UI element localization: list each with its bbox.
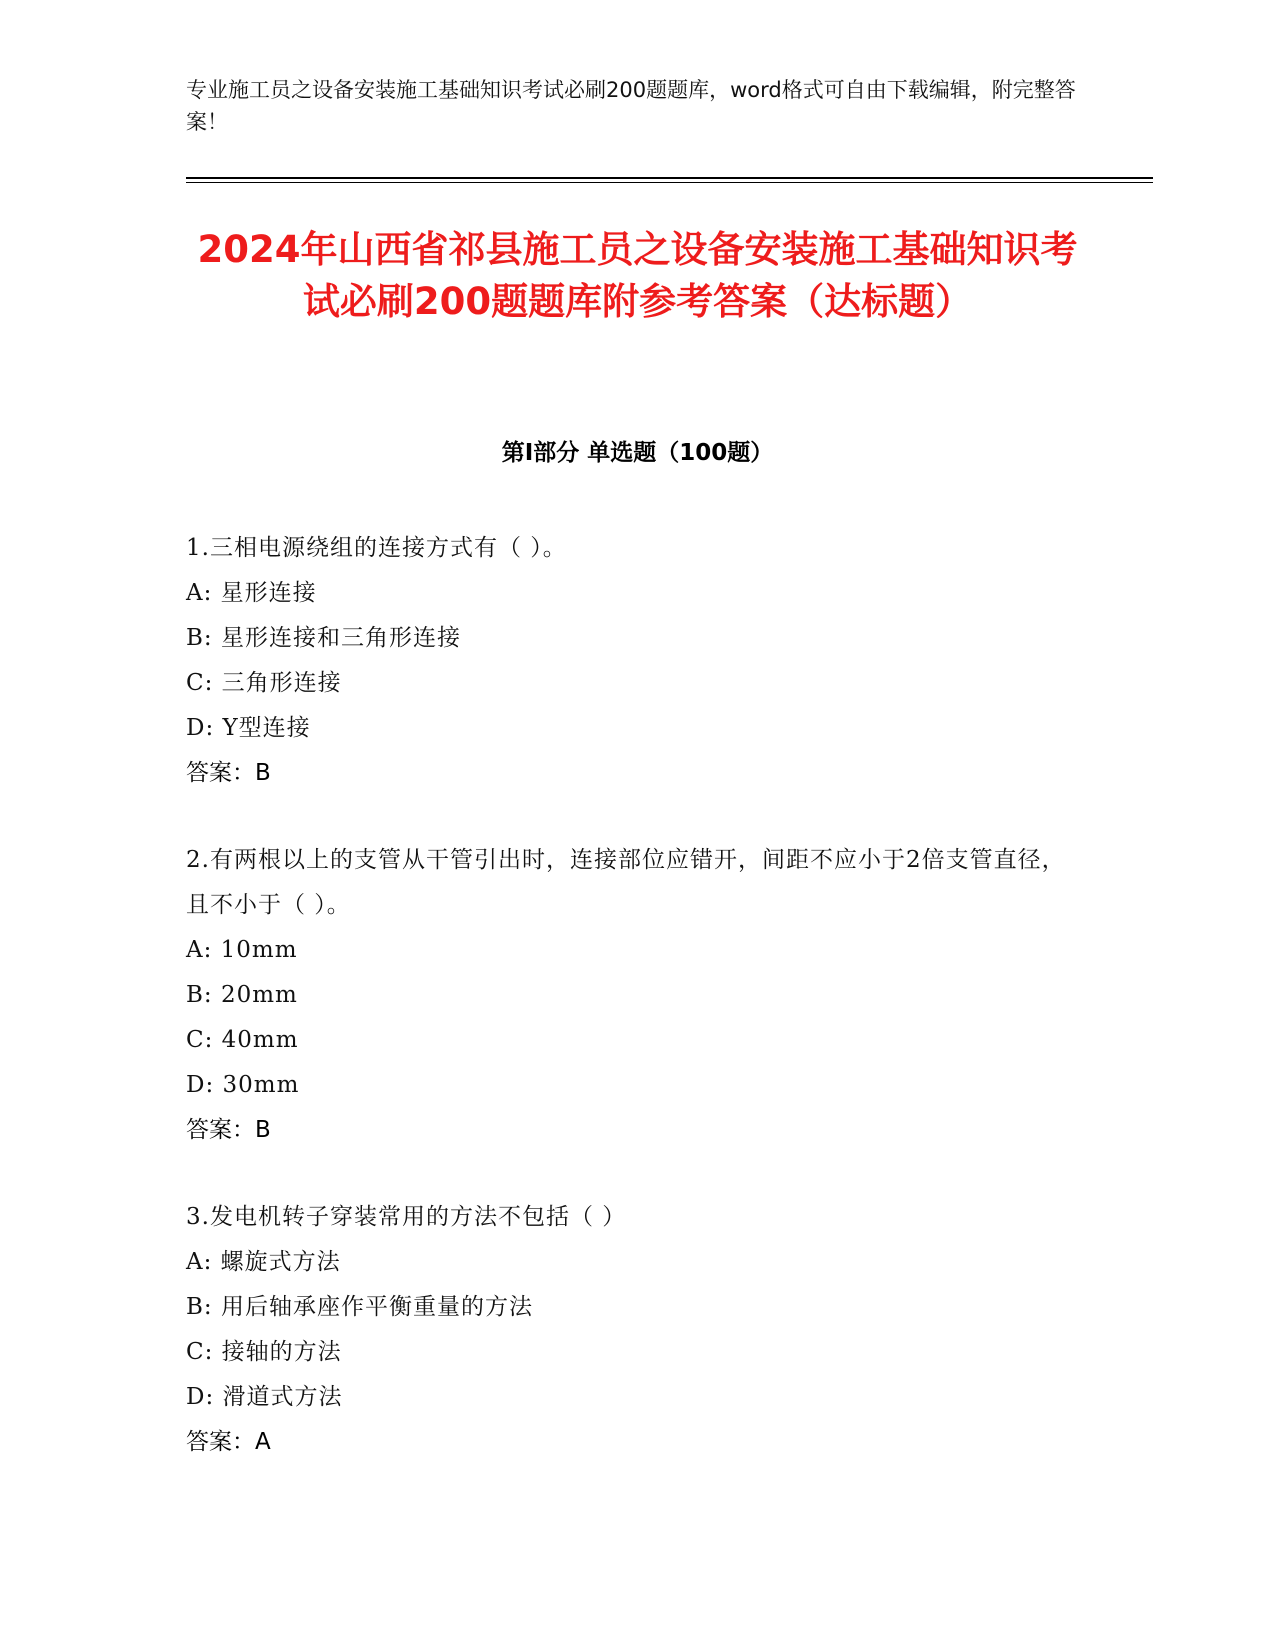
option-d: D: 30mm bbox=[186, 1072, 300, 1098]
question-stem: 1.三相电源绕组的连接方式有（ ）。 bbox=[186, 535, 567, 561]
question-list bbox=[186, 526, 1086, 1507]
option-c: C: 40mm bbox=[186, 1027, 299, 1053]
option-c: C: 接轴的方法 bbox=[186, 1339, 342, 1365]
question-item bbox=[186, 526, 1086, 796]
option-a: A: 星形连接 bbox=[186, 580, 317, 606]
header-rule-thin bbox=[186, 182, 1153, 183]
section-heading: 第I部分 单选题（100题） bbox=[501, 440, 774, 466]
option-d: D: Y型连接 bbox=[186, 715, 311, 741]
question-stem: 2.有两根以上的支管从干管引出时，连接部位应错开，间距不应小于2倍支管直径，且不小于（ ）。 bbox=[186, 847, 1066, 918]
header-rule-thick bbox=[186, 177, 1153, 179]
option-a: A: 10mm bbox=[186, 937, 298, 963]
question-stem: 3.发电机转子穿装常用的方法不包括（ ） bbox=[186, 1204, 627, 1230]
option-c: C: 三角形连接 bbox=[186, 670, 342, 696]
question-item bbox=[186, 1195, 1086, 1465]
option-d: D: 滑道式方法 bbox=[186, 1384, 343, 1410]
option-a: A: 螺旋式方法 bbox=[186, 1249, 341, 1275]
question-item bbox=[186, 838, 1086, 1153]
header-note: 专业施工员之设备安装施工基础知识考试必刷200题题库，word格式可自由下载编辑，附完整答案！ bbox=[186, 78, 1076, 134]
question-answer: 答案：B bbox=[186, 760, 271, 786]
question-answer: 答案：B bbox=[186, 1117, 271, 1143]
option-b: B: 20mm bbox=[186, 982, 298, 1008]
option-b: B: 用后轴承座作平衡重量的方法 bbox=[186, 1294, 533, 1320]
question-answer: 答案：A bbox=[186, 1429, 271, 1455]
document-title: 2024年山西省祁县施工员之设备安装施工基础知识考试必刷200题题库附参考答案（达标题） bbox=[197, 228, 1078, 323]
option-b: B: 星形连接和三角形连接 bbox=[186, 625, 461, 651]
